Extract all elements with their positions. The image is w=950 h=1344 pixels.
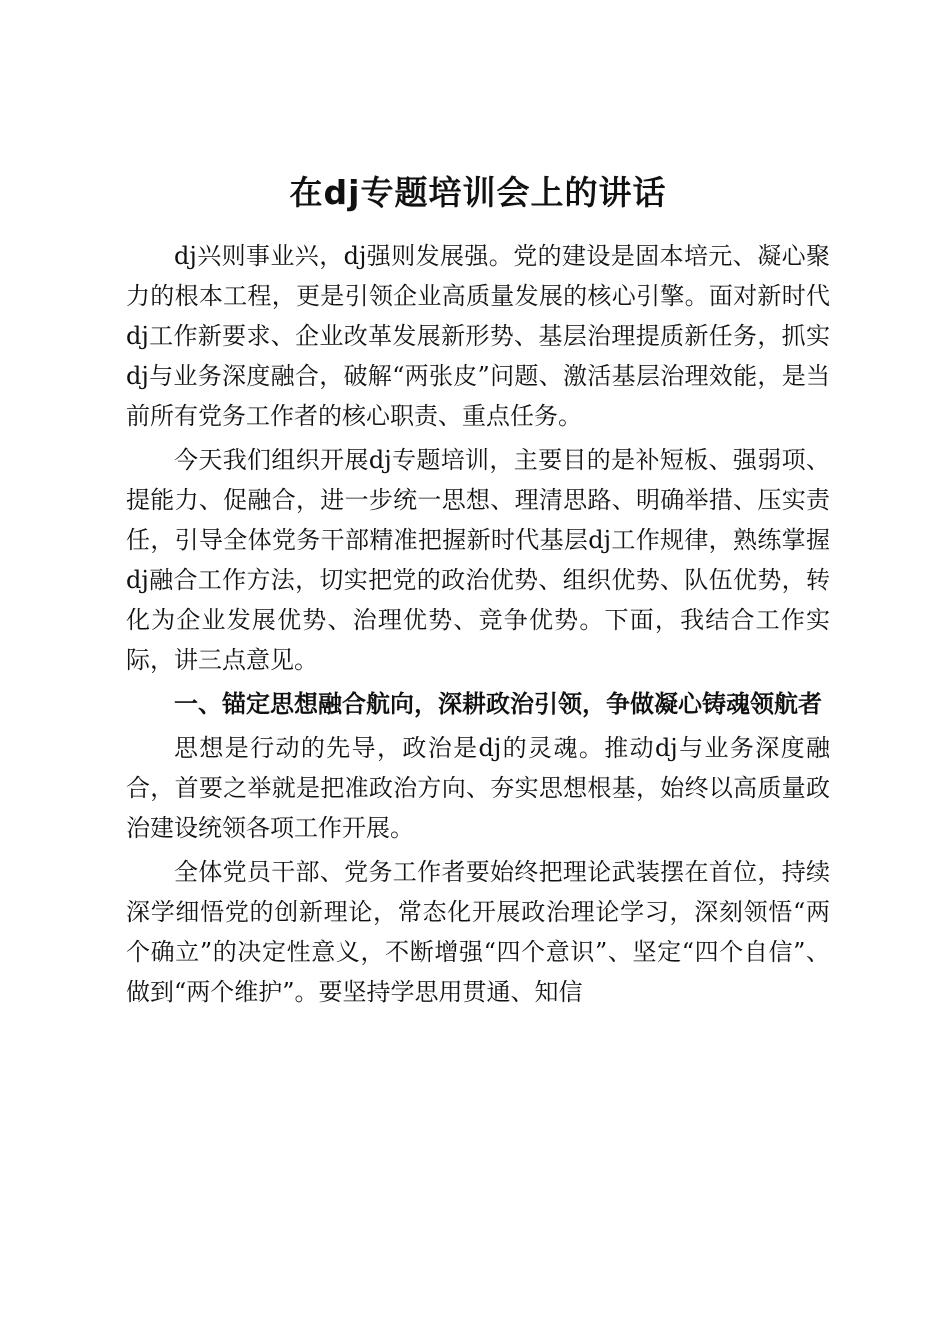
document-page	[126, 168, 830, 1016]
document-title: 在dj专题培训会上的讲话	[289, 173, 667, 212]
body-paragraph: 全体党员干部、党务工作者要始终把理论武装摆在首位，持续深学细悟党的创新理论，常态化开展政治理论学习，深刻领悟“两个确立”的决定性意义，不断增强“四个意识”、坚定“四个自信”、做到“两个维护”。要坚持学思用贯通、知信	[126, 858, 830, 1006]
body-paragraph: dj兴则事业兴，dj强则发展强。党的建设是固本培元、凝心聚力的根本工程，更是引领企业高质量发展的核心引擎。面对新时代dj工作新要求、企业改革发展新形势、基层治理提质新任务，抓实dj与业务深度融合，破解“两张皮”问题、激活基层治理效能，是当前所有党务工作者的核心职责、重点任务。	[126, 242, 830, 430]
body-paragraph: 思想是行动的先导，政治是dj的灵魂。推动dj与业务深度融合，首要之举就是把准政治方向、夯实思想根基，始终以高质量政治建设统领各项工作开展。	[126, 734, 830, 842]
body-paragraph: 今天我们组织开展dj专题培训，主要目的是补短板、强弱项、提能力、促融合，进一步统一思想、理清思路、明确举措、压实责任，引导全体党务干部精准把握新时代基层dj工作规律，熟练掌握dj融合工作方法，切实把党的政治优势、组织优势、队伍优势，转化为企业发展优势、治理优势、竞争优势。下面，我结合工作实际，讲三点意见。	[126, 446, 830, 674]
section-heading: 一、锚定思想融合航向，深耕政治引领，争做凝心铸魂领航者	[174, 690, 822, 718]
